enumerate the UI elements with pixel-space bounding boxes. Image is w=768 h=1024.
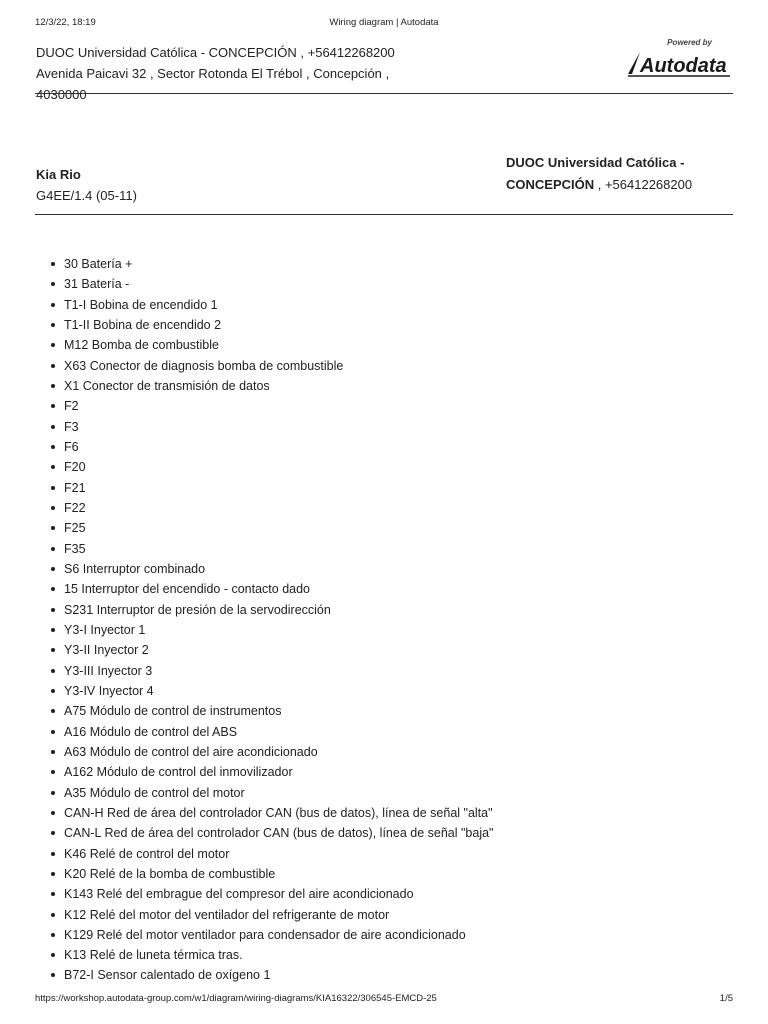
legend-item: F3 — [64, 417, 494, 437]
legend-item: CAN-L Red de área del controlador CAN (bus de datos), línea de señal "baja" — [64, 823, 494, 843]
legend-item: S6 Interruptor combinado — [64, 559, 494, 579]
legend-item: Y3-I Inyector 1 — [64, 620, 494, 640]
print-footer — [35, 993, 733, 1007]
legend-item: B72-I Sensor calentado de oxígeno 1 — [64, 965, 494, 985]
legend-item: F2 — [64, 396, 494, 416]
legend-item: A162 Módulo de control del inmovilizador — [64, 762, 494, 782]
dealer-name: DUOC Universidad Católica - CONCEPCIÓN — [506, 155, 685, 192]
legend-item: Y3-III Inyector 3 — [64, 661, 494, 681]
legend-item: T1-I Bobina de encendido 1 — [64, 295, 494, 315]
legend-item: K129 Relé del motor ventilador para condensador de aire acondicionado — [64, 925, 494, 945]
legend-item: Y3-II Inyector 2 — [64, 640, 494, 660]
legend-item: Y3-IV Inyector 4 — [64, 681, 494, 701]
legend-item: F25 — [64, 518, 494, 538]
legend-item: K12 Relé del motor del ventilador del refrigerante de motor — [64, 905, 494, 925]
header-divider — [35, 93, 733, 94]
organization-info — [36, 42, 456, 105]
autodata-logo-mark — [626, 48, 732, 80]
legend-item: X63 Conector de diagnosis bomba de combustible — [64, 356, 494, 376]
vehicle-engine: G4EE/1.4 (05-11) — [36, 188, 137, 203]
legend-item: CAN-H Red de área del controlador CAN (bus de datos), línea de señal "alta" — [64, 803, 494, 823]
legend-item: M12 Bomba de combustible — [64, 335, 494, 355]
legend-item: 31 Batería - — [64, 274, 494, 294]
legend-item: F35 — [64, 539, 494, 559]
legend-item: 15 Interruptor del encendido - contacto dado — [64, 579, 494, 599]
legend-item: F21 — [64, 478, 494, 498]
legend-item: 30 Batería + — [64, 254, 494, 274]
print-page-title: Wiring diagram | Autodata — [329, 17, 439, 28]
vehicle-info — [36, 164, 137, 206]
legend-item: K13 Relé de luneta térmica tras. — [64, 945, 494, 965]
component-legend-list — [64, 254, 494, 986]
powered-by-label: Powered by — [667, 38, 712, 47]
legend-item: S231 Interruptor de presión de la servodirección — [64, 600, 494, 620]
legend-item: K20 Relé de la bomba de combustible — [64, 864, 494, 884]
organization-address: Avenida Paicavi 32 , Sector Rotonda El Trébol , Concepción , — [36, 66, 390, 81]
section-divider — [35, 214, 733, 215]
page-url: https://workshop.autodata-group.com/w1/diagram/wiring-diagrams/KIA16322/306545-EMCD-25 — [35, 993, 437, 1004]
legend-item: F22 — [64, 498, 494, 518]
vehicle-make-model: Kia Rio — [36, 167, 81, 182]
legend-item: A35 Módulo de control del motor — [64, 783, 494, 803]
legend-item: K46 Relé de control del motor — [64, 844, 494, 864]
organization-name-phone: DUOC Universidad Católica - CONCEPCIÓN , +56412268200 — [36, 45, 395, 60]
legend-item: A75 Módulo de control de instrumentos — [64, 701, 494, 721]
print-header — [35, 17, 733, 31]
legend-item: K143 Relé del embrague del compresor del aire acondicionado — [64, 884, 494, 904]
legend-item: F20 — [64, 457, 494, 477]
legend-item: T1-II Bobina de encendido 2 — [64, 315, 494, 335]
legend-item: A63 Módulo de control del aire acondicionado — [64, 742, 494, 762]
legend-item: X1 Conector de transmisión de datos — [64, 376, 494, 396]
dealer-phone: , +56412268200 — [594, 177, 693, 192]
print-datetime: 12/3/22, 18:19 — [35, 17, 96, 28]
dealer-info — [506, 152, 736, 196]
page-number: 1/5 — [719, 993, 733, 1004]
autodata-logo — [622, 38, 732, 80]
logo-brand-text: Autodata — [640, 55, 727, 77]
legend-item: F6 — [64, 437, 494, 457]
organization-postal-code: 4030000 — [36, 87, 87, 102]
legend-item: A16 Módulo de control del ABS — [64, 722, 494, 742]
